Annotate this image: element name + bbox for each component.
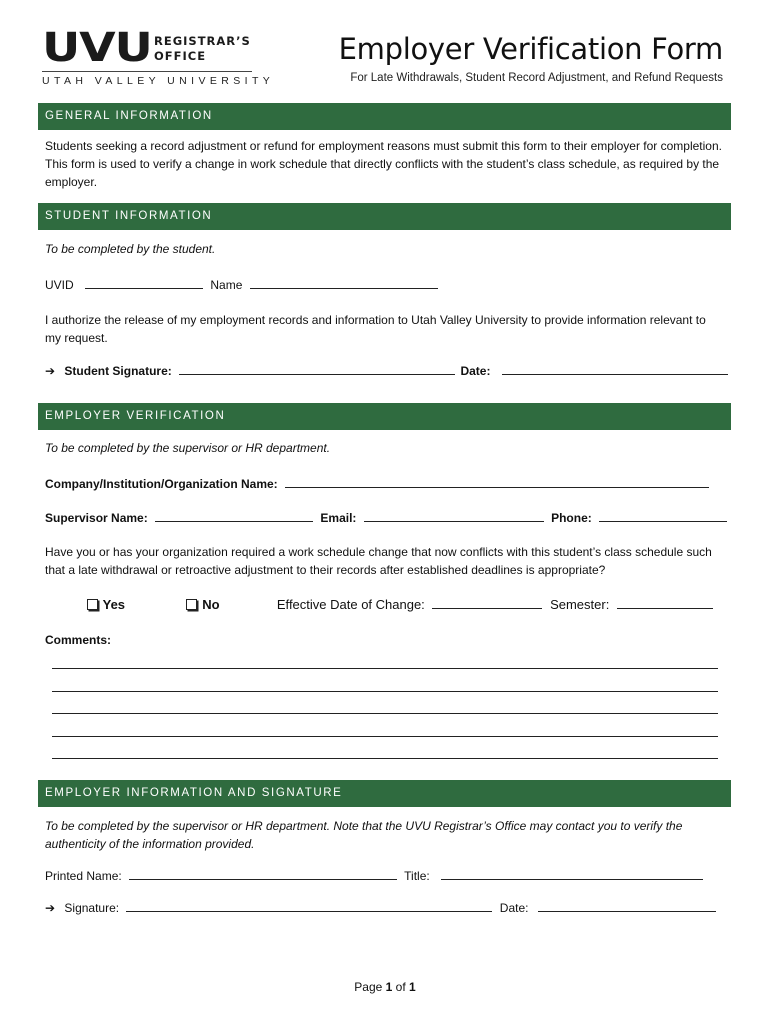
comments-label: Comments:: [45, 633, 112, 647]
employer-instruction: To be completed by the supervisor or HR department.: [45, 441, 331, 455]
semester-field[interactable]: [617, 597, 713, 609]
student-date-field[interactable]: [502, 363, 728, 375]
printed-name-row: [45, 867, 725, 885]
student-signature-field[interactable]: [179, 363, 455, 375]
uvid-label: UVID: [45, 278, 74, 292]
company-row: [45, 475, 725, 493]
page-number: [0, 980, 770, 994]
section-student-header: STUDENT INFORMATION: [38, 203, 731, 230]
supervisor-name-field[interactable]: [155, 510, 313, 522]
company-name-field[interactable]: [285, 476, 709, 488]
yes-label: Yes: [102, 597, 126, 612]
name-label: Name: [210, 278, 243, 292]
title-field[interactable]: [441, 868, 703, 880]
answer-row: [45, 596, 725, 614]
student-name-field[interactable]: [250, 277, 438, 289]
employer-signature-field[interactable]: [126, 900, 492, 912]
student-date-label: Date:: [460, 364, 491, 378]
effective-date-field[interactable]: [432, 597, 542, 609]
page-prefix: Page: [354, 980, 383, 994]
comment-line[interactable]: [52, 736, 718, 737]
page-of: of: [395, 980, 406, 994]
phone-field[interactable]: [599, 510, 727, 522]
general-info-text: Students seeking a record adjustment or refund for employment reasons must submit this form to their employer for completion. This form is used to verify a change in work schedule that directly conflicts with the student’s class schedule, as required by the employer.: [45, 139, 722, 189]
logo-divider: [42, 71, 252, 72]
no-option[interactable]: [186, 597, 223, 612]
printed-name-label: Printed Name:: [45, 869, 122, 883]
schedule-question: Have you or has your organization required a work schedule change that now conflicts with this student’s class schedule such that a late withdrawal or retroactive adjustment to their records after established deadlines is appropriate?: [45, 545, 712, 577]
form-title: Employer Verification Form: [338, 32, 723, 66]
phone-label: Phone:: [551, 511, 592, 525]
page-current: 1: [385, 980, 393, 994]
logo-university-text: UTAH VALLEY UNIVERSITY: [42, 75, 275, 87]
student-instruction: To be completed by the student.: [45, 242, 216, 256]
email-field[interactable]: [364, 510, 544, 522]
arrow-right-icon: ➔: [45, 901, 56, 915]
company-label: Company/Institution/Organization Name:: [45, 477, 278, 491]
section-general-header: GENERAL INFORMATION: [38, 103, 731, 130]
semester-label: Semester:: [550, 597, 610, 612]
comment-line[interactable]: [52, 758, 718, 759]
uvid-field[interactable]: [85, 277, 203, 289]
authorization-text: I authorize the release of my employment records and information to Utah Valley University to provide information relevant to my request.: [45, 313, 706, 345]
title-label: Title:: [404, 869, 430, 883]
yes-option[interactable]: [87, 597, 129, 612]
comment-line[interactable]: [52, 691, 718, 692]
no-label: No: [202, 597, 220, 612]
logo-mark: UVU: [42, 25, 152, 71]
signature-instruction: To be completed by the supervisor or HR department. Note that the UVU Registrar’s Office may contact you to verify the authenticity of the information provided.: [45, 819, 683, 851]
supervisor-row: [45, 509, 725, 527]
student-signature-label: Student Signature:: [64, 364, 172, 378]
section-employer-header: EMPLOYER VERIFICATION: [38, 403, 731, 430]
employer-signature-row: [45, 899, 725, 917]
page-total: 1: [409, 980, 416, 994]
checkbox-icon[interactable]: [87, 599, 98, 610]
section-signature-header: EMPLOYER INFORMATION AND SIGNATURE: [38, 780, 731, 807]
logo-office-text: REGISTRAR’S OFFICE: [154, 34, 251, 63]
employer-signature-label: Signature:: [64, 901, 120, 915]
supervisor-label: Supervisor Name:: [45, 511, 148, 525]
email-label: Email:: [320, 511, 357, 525]
effective-date-label: Effective Date of Change:: [276, 597, 425, 612]
employer-date-field[interactable]: [538, 900, 716, 912]
arrow-right-icon: ➔: [45, 364, 56, 378]
employer-date-label: Date:: [499, 901, 529, 915]
form-subtitle: For Late Withdrawals, Student Record Adjustment, and Refund Requests: [350, 72, 723, 84]
checkbox-icon[interactable]: [186, 599, 197, 610]
student-id-row: [45, 276, 725, 294]
comment-line[interactable]: [52, 713, 718, 714]
student-signature-row: [45, 362, 725, 380]
printed-name-field[interactable]: [129, 868, 397, 880]
comment-line[interactable]: [52, 668, 718, 669]
